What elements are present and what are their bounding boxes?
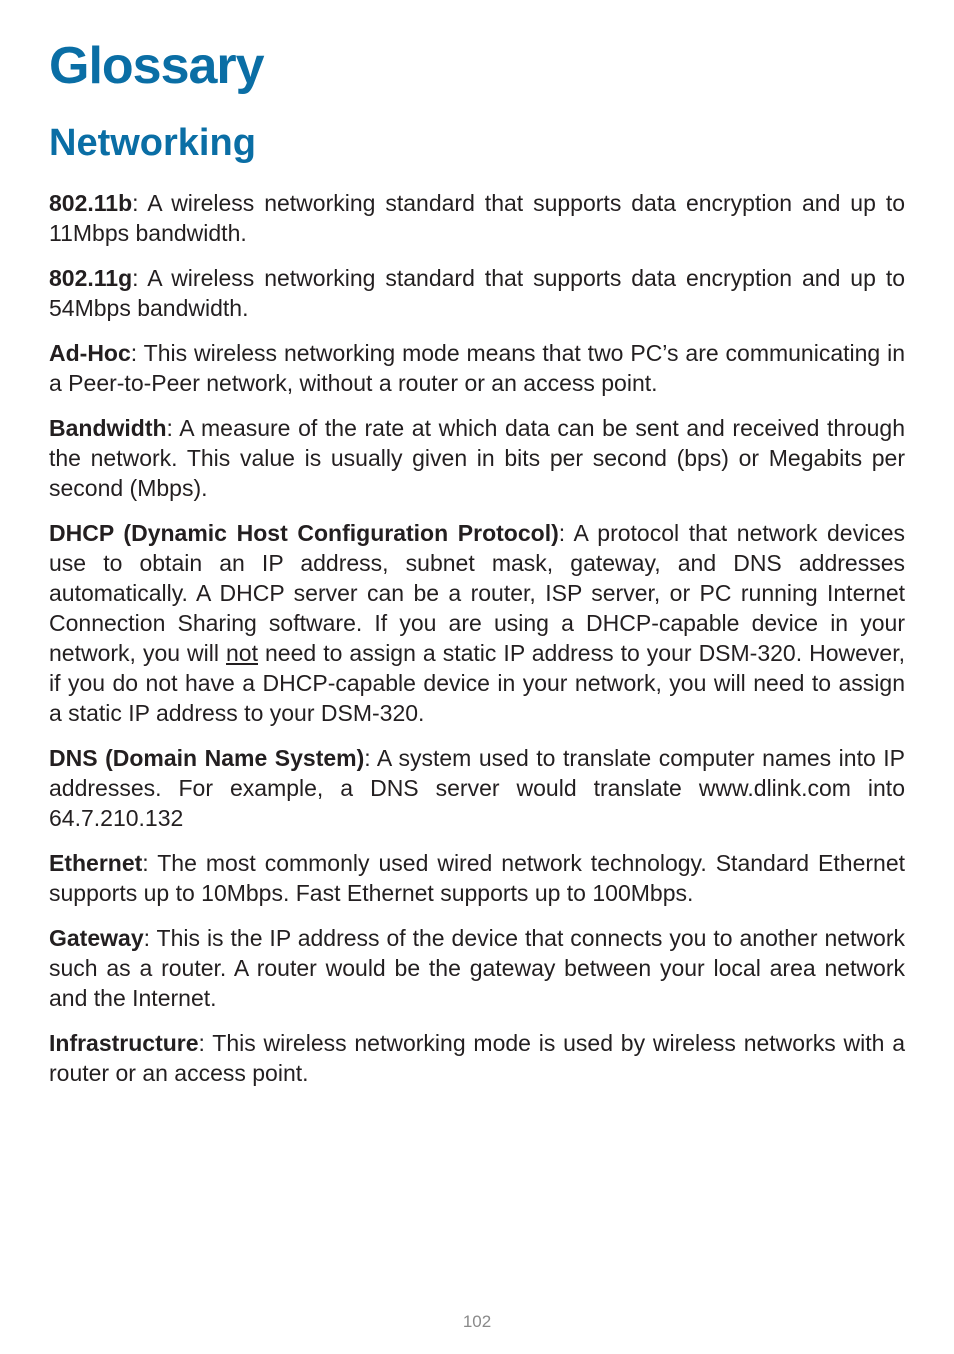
glossary-term: Ad-Hoc xyxy=(49,340,131,366)
glossary-entry-802-11b xyxy=(49,188,905,248)
glossary-term: Infrastructure xyxy=(49,1030,199,1056)
glossary-term: Gateway xyxy=(49,925,144,951)
glossary-entry-802-11g xyxy=(49,263,905,323)
glossary-definition: : A measure of the rate at which data can be sent and received through the network. This value is usually given in bits per second (bps) or Megabits per second (Mbps). xyxy=(49,415,905,501)
glossary-entry-ad-hoc xyxy=(49,338,905,398)
glossary-term: 802.11g xyxy=(49,265,133,291)
glossary-entry-bandwidth xyxy=(49,413,905,503)
glossary-definition: : This is the IP address of the device that connects you to another network such as a router. A router would be the gateway between your local area network and the Internet. xyxy=(49,925,905,1011)
page-title: Glossary xyxy=(49,37,264,95)
page-number: 102 xyxy=(462,1312,492,1331)
glossary-definition: : A protocol that network devices use to obtain an IP address, subnet mask, gateway, and DNS addresses automatically. A DHCP server can be a router, ISP server, or PC running Internet Connection Sharing software. If you are using a DHCP-capable device in your network, you will xyxy=(49,520,905,666)
glossary-term: Ethernet xyxy=(49,850,143,876)
glossary-entries xyxy=(49,188,905,1103)
glossary-term: 802.11b xyxy=(49,190,133,216)
glossary-entry-infrastructure xyxy=(49,1028,905,1088)
glossary-definition: : A wireless networking standard that supports data encryption and up to 11Mbps bandwidth. xyxy=(49,190,905,246)
glossary-entry-dhcp xyxy=(49,518,905,728)
glossary-term: DNS (Domain Name System) xyxy=(49,745,365,771)
glossary-entry-ethernet xyxy=(49,848,905,908)
glossary-definition-continued: need to assign a static IP address to your DSM-320. However, if you do not have a DHCP-capable device in your network, you will need to assign a static IP address to your DSM-320. xyxy=(49,640,905,726)
glossary-definition: : This wireless networking mode is used by wireless networks with a router or an access point. xyxy=(49,1030,905,1086)
section-title: Networking xyxy=(49,122,256,164)
glossary-term: Bandwidth xyxy=(49,415,167,441)
glossary-entry-dns xyxy=(49,743,905,833)
glossary-definition: : A wireless networking standard that supports data encryption and up to 54Mbps bandwidth. xyxy=(49,265,905,321)
emphasis-not: not xyxy=(226,640,258,666)
glossary-definition: : This wireless networking mode means that two PC’s are communicating in a Peer-to-Peer network, without a router or an access point. xyxy=(49,340,905,396)
glossary-definition: : The most commonly used wired network technology. Standard Ethernet supports up to 10Mbps. Fast Ethernet supports up to 100Mbps. xyxy=(49,850,905,906)
glossary-term: DHCP (Dynamic Host Configuration Protocol) xyxy=(49,520,559,546)
glossary-definition: : A system used to translate computer names into IP addresses. For example, a DNS server would translate www.dlink.com into 64.7.210.132 xyxy=(49,745,905,831)
glossary-entry-gateway xyxy=(49,923,905,1013)
